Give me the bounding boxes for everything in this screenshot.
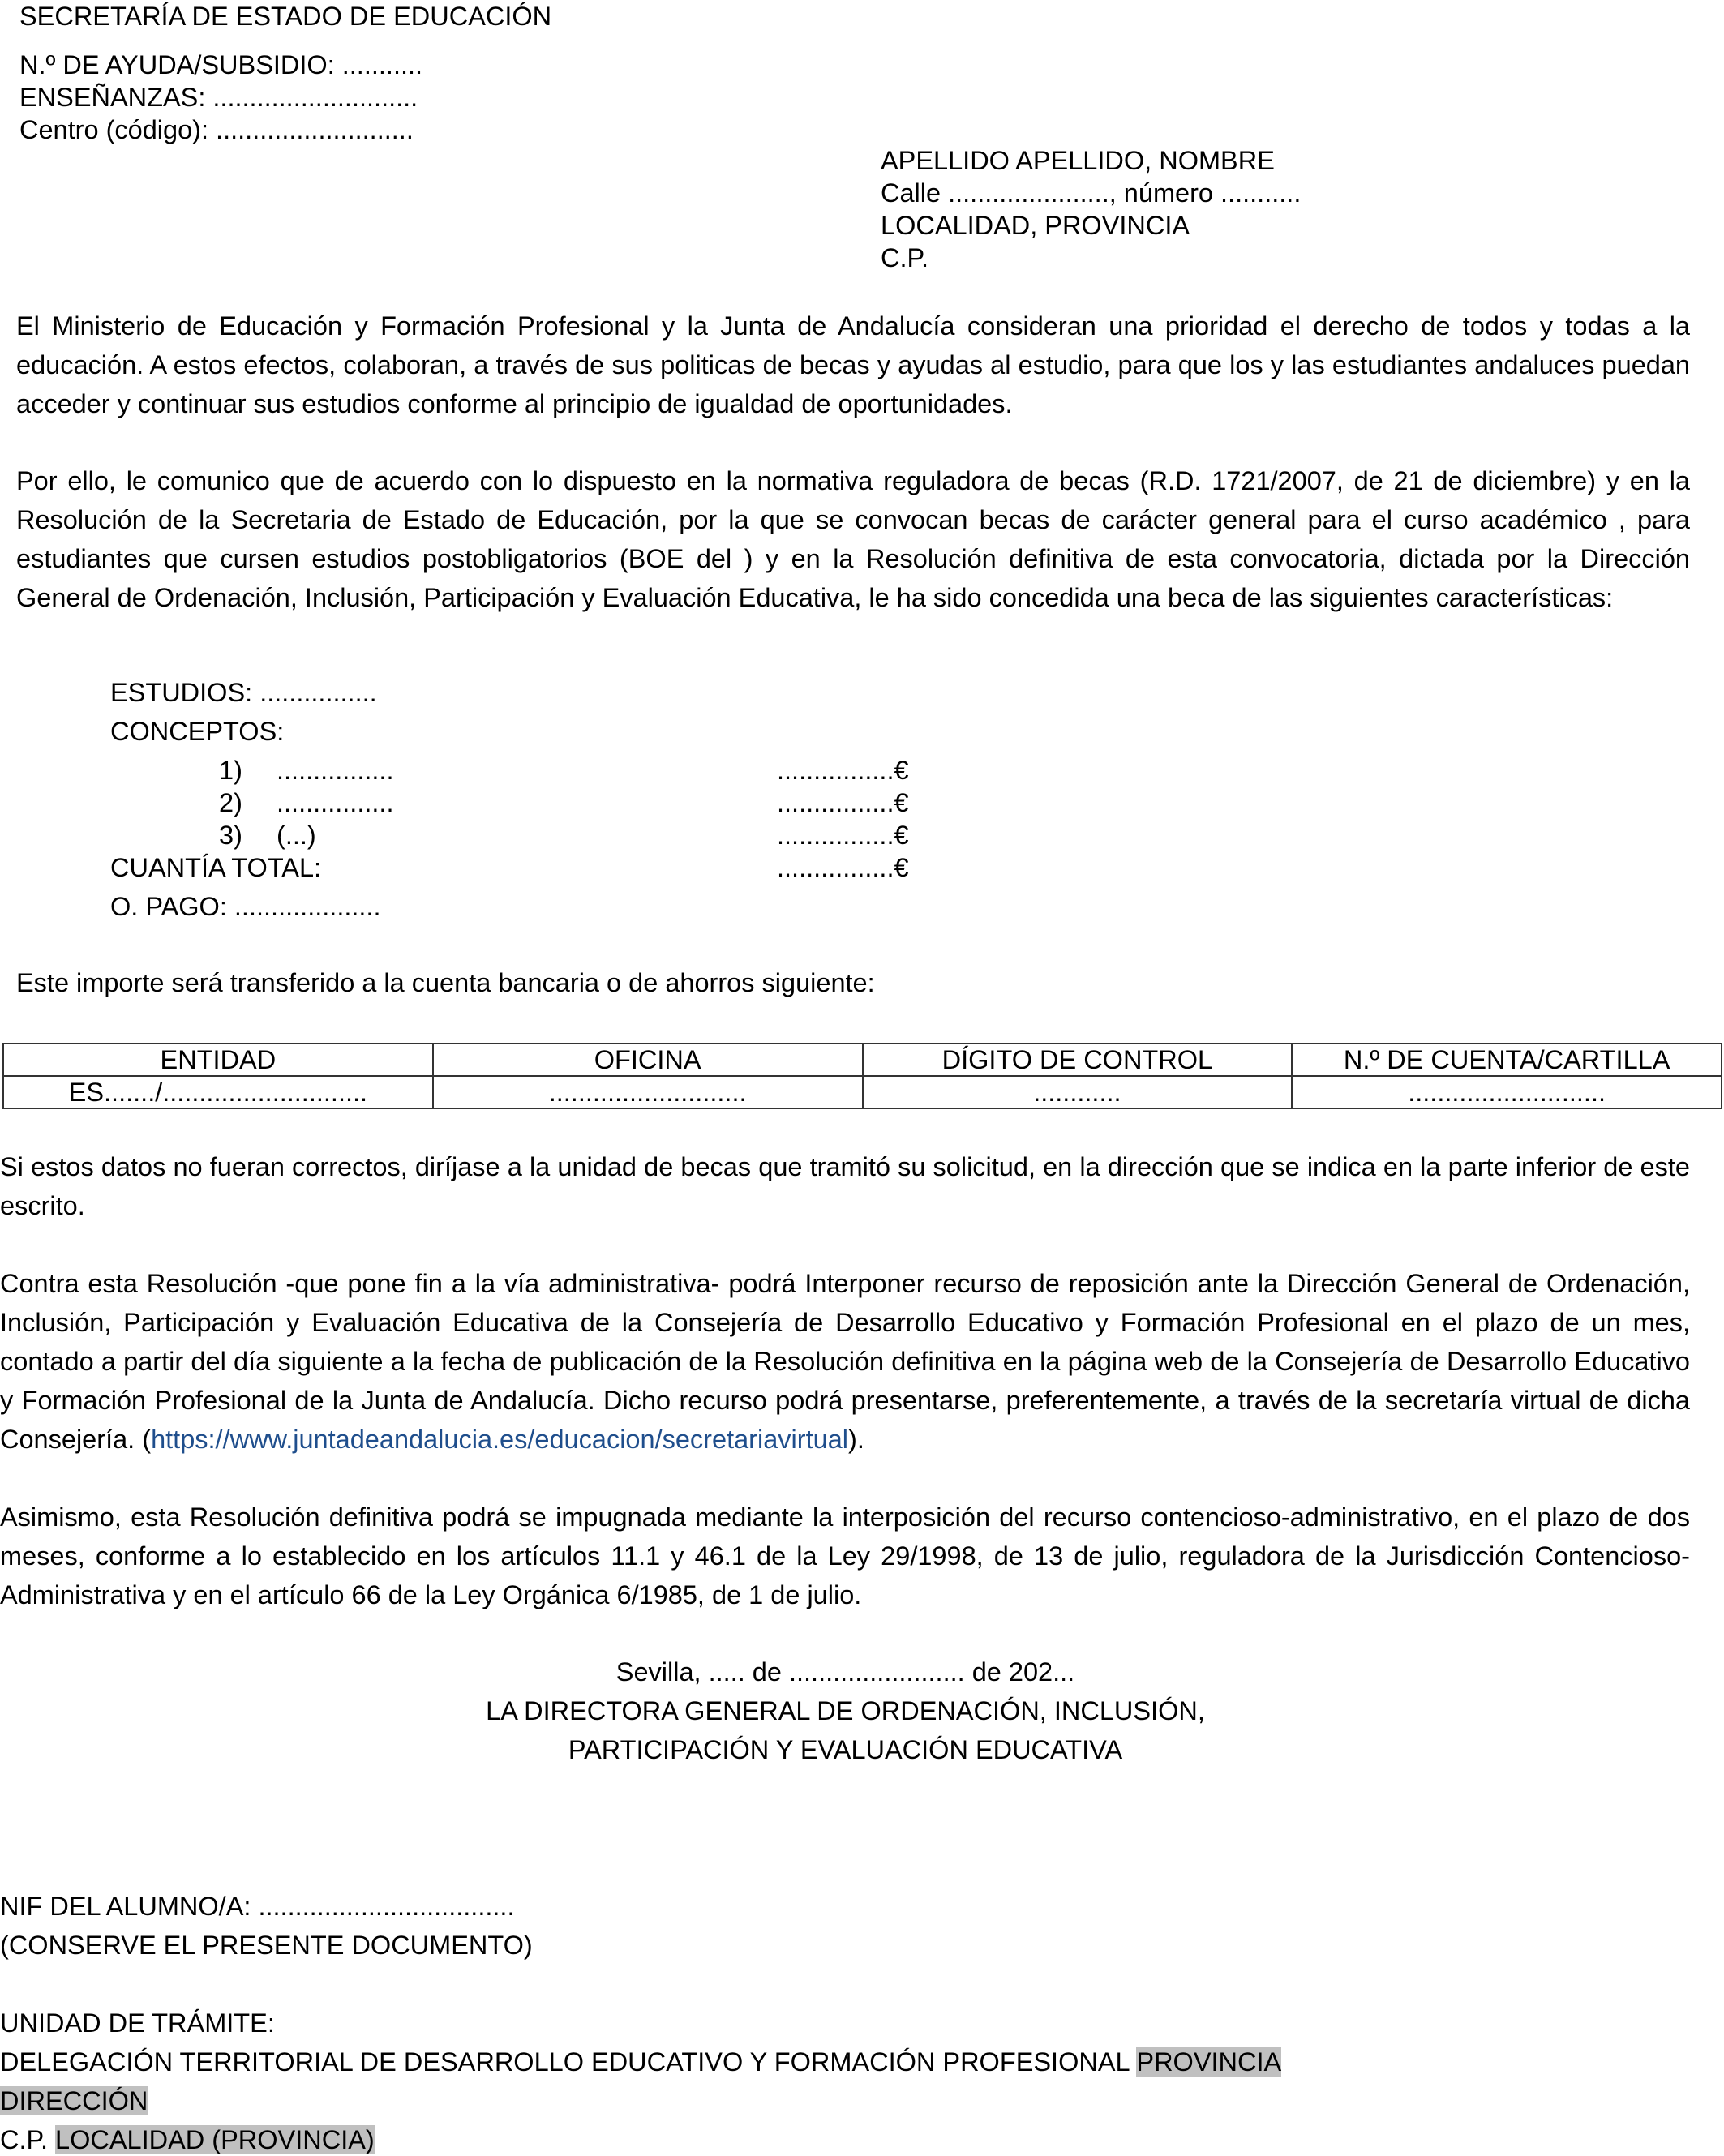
header-secretaria: SECRETARÍA DE ESTADO DE EDUCACIÓN bbox=[19, 2, 552, 31]
concept-num: 1) bbox=[219, 756, 242, 785]
table-header-row bbox=[3, 1044, 1722, 1076]
localidad-placeholder: LOCALIDAD (PROVINCIA) bbox=[55, 2125, 375, 2154]
secretaria-virtual-link[interactable]: https://www.juntadeandalucia.es/educacion/secretariavirtual bbox=[151, 1425, 848, 1454]
signature-line-1: LA DIRECTORA GENERAL DE ORDENACIÓN, INCLUSIÓN, bbox=[486, 1696, 1205, 1725]
total-label: CUANTÍA TOTAL: bbox=[110, 853, 322, 882]
concept-amount: ................€ bbox=[777, 756, 909, 785]
bank-intro: Este importe será transferido a la cuenta bancaria o de ahorros siguiente: bbox=[16, 968, 875, 997]
recipient-cp: C.P. bbox=[881, 243, 929, 272]
recipient-name: APELLIDO APELLIDO, NOMBRE bbox=[881, 146, 1275, 175]
recurso-text: Contra esta Resolución -que pone fin a la vía administrativa- podrá Interponer recurso de reposición ante la Dirección General de Ordenación, Inclusión, Participación y Evaluación Educativa de la Consejería de Desarrollo Educativo y Formación Profesional en el plazo de un mes, contado a partir del día siguiente a la fecha de publicación de la Resolución definitiva en la página web de la Consejería de Desarrollo Educativo y Formación Profesional de la Junta de Andalucía. Dicho recurso podrá presentarse, preferentemente, a través de la secretaría virtual de dicha Consejería. ( bbox=[0, 1269, 1690, 1454]
conserve-note: (CONSERVE EL PRESENTE DOCUMENTO) bbox=[0, 1931, 533, 1960]
table-cell: ............ bbox=[863, 1076, 1293, 1108]
beca-conceptos: CONCEPTOS: bbox=[110, 717, 285, 746]
table-header-cell: N.º DE CUENTA/CARTILLA bbox=[1292, 1044, 1722, 1076]
table-header-cell: DÍGITO DE CONTROL bbox=[863, 1044, 1293, 1076]
table-row bbox=[3, 1076, 1722, 1108]
nif-alumno: NIF DEL ALUMNO/A: ................................... bbox=[0, 1892, 515, 1921]
header-ayuda: N.º DE AYUDA/SUBSIDIO: ........... bbox=[19, 50, 423, 79]
beca-pago: O. PAGO: .................... bbox=[110, 892, 381, 921]
concept-label: ................ bbox=[277, 756, 394, 785]
paragraph-intro: El Ministerio de Educación y Formación Profesional y la Junta de Andalucía consideran una prioridad el derecho de todos y todas a la educación. A estos efectos, colaboran, a través de sus politicas de becas y ayudas al estudio, para que los y las estudiantes andaluces puedan acceder y continuar sus estudios conforme al principio de igualdad de oportunidades. bbox=[16, 311, 1690, 418]
direccion-line bbox=[0, 2085, 148, 2117]
cp-line bbox=[0, 2124, 375, 2156]
table-header-cell: OFICINA bbox=[433, 1044, 863, 1076]
paragraph-recurso-reposicion bbox=[0, 1264, 1690, 1459]
recipient-locality: LOCALIDAD, PROVINCIA bbox=[881, 211, 1190, 240]
table-cell: ES......./............................ bbox=[3, 1076, 433, 1108]
recurso-text-end: ). bbox=[848, 1425, 864, 1454]
paragraph-normativa: Por ello, le comunico que de acuerdo con lo dispuesto en la normativa reguladora de becas (R.D. 1721/2007, de 21 de diciembre) y en la Resolución de la Secretaria de Estado de Educación, por la que se convocan becas de carácter general para el curso académico , para estudiantes que cursen estudios postobligatorios (BOE del ) y en la Resolución definitiva de esta convocatoria, dictada por la Dirección General de Ordenación, Inclusión, Participación y Evaluación Educativa, le ha sido concedida una beca de las siguientes características: bbox=[16, 466, 1690, 612]
provincia-placeholder: PROVINCIA bbox=[1136, 2047, 1282, 2077]
table-cell: ........................... bbox=[1292, 1076, 1722, 1108]
paragraph-contencioso: Asimismo, esta Resolución definitiva podrá se impugnada mediante la interposición del recurso contencioso-administrativo, en el plazo de dos meses, conforme a lo establecido en los artículos 11.1 y 46.1 de la Ley 29/1998, de 13 de julio, reguladora de la Jurisdicción Contencioso-Administrativa y en el artículo 66 de la Ley Orgánica 6/1985, de 1 de julio. bbox=[0, 1502, 1690, 1609]
delegacion-text: DELEGACIÓN TERRITORIAL DE DESARROLLO EDUCATIVO Y FORMACIÓN PROFESIONAL bbox=[0, 2047, 1137, 2077]
header-centro: Centro (código): ........................... bbox=[19, 115, 414, 144]
beca-estudios: ESTUDIOS: ................ bbox=[110, 678, 377, 707]
unidad-tramite: UNIDAD DE TRÁMITE: bbox=[0, 2008, 275, 2038]
concept-num: 2) bbox=[219, 788, 242, 817]
concept-amount: ................€ bbox=[777, 788, 909, 817]
recipient-street: Calle ......................, número ........... bbox=[881, 178, 1302, 208]
bank-table bbox=[2, 1043, 1722, 1109]
concept-label: ................ bbox=[277, 788, 394, 817]
delegacion-line bbox=[0, 2046, 1281, 2078]
direccion-placeholder: DIRECCIÓN bbox=[0, 2086, 148, 2115]
cp-label: C.P. bbox=[0, 2125, 56, 2154]
signature-line-2: PARTICIPACIÓN Y EVALUACIÓN EDUCATIVA bbox=[568, 1735, 1123, 1764]
concept-label: (...) bbox=[277, 821, 316, 850]
concept-amount: ................€ bbox=[777, 821, 909, 850]
paragraph-correction: Si estos datos no fueran correctos, diríjase a la unidad de becas que tramitó su solicitud, en la dirección que se indica en la parte inferior de este escrito. bbox=[0, 1152, 1690, 1220]
signature-date: Sevilla, ..... de ........................ de 202... bbox=[615, 1657, 1075, 1687]
header-ensenanzas: ENSEÑANZAS: ............................ bbox=[19, 83, 418, 112]
total-amount: ................€ bbox=[777, 853, 909, 882]
concept-num: 3) bbox=[219, 821, 242, 850]
table-header-cell: ENTIDAD bbox=[3, 1044, 433, 1076]
table-cell: ........................... bbox=[433, 1076, 863, 1108]
